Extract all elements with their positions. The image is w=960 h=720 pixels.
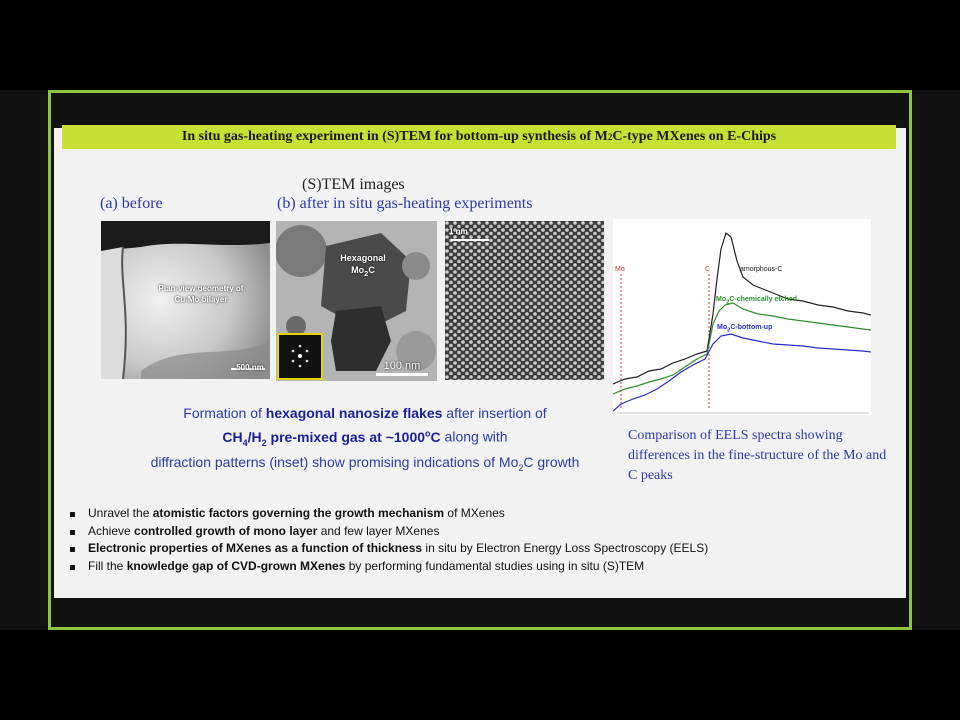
after-annotation-2: $Mo_2C$ <box>351 265 375 278</box>
bullet-marker <box>70 547 75 552</box>
slide-title-banner: In situ gas-heating experiment in (S)TEM for bottom-up synthesis of M 2 C-type MXenes on E-Chips <box>62 125 896 149</box>
bullet-marker <box>70 512 75 517</box>
hrtem-lattice-graphic <box>445 221 604 380</box>
label-before: (a) before <box>100 195 163 212</box>
stem-images-heading: (S)TEM images <box>302 176 405 193</box>
bottom-letterbox <box>0 630 960 720</box>
caption-line-3: diffraction patterns (inset) show promising indications of $Mo_2C$ growth <box>150 454 580 474</box>
eels-plot <box>613 219 871 415</box>
list-item: Electronic properties of MXenes as a function of thickness in situ by Electron Energy Loss Spectroscopy (EELS) <box>70 540 708 558</box>
figure-caption <box>120 403 610 478</box>
before-annotation-2: Cu-Mo bilayer <box>174 295 228 304</box>
bullet-marker <box>70 565 75 570</box>
mo-edge-label: Mo <box>615 266 625 273</box>
c-edge-label: C <box>705 266 711 273</box>
amorphous-c-label: amorphous-C <box>740 266 783 273</box>
tem-image-before <box>101 221 270 379</box>
list-item: Unravel the atomistic factors governing the growth mechanism of MXenes <box>70 505 708 523</box>
hrtem-scale-bar-label: 1 nm <box>449 227 468 236</box>
after-annotation-1: Hexagonal <box>340 253 386 263</box>
objectives-list <box>70 505 708 575</box>
tem-after-graphic <box>276 221 437 381</box>
caption-line-2: $CH_4/H_2$ pre-mixed gas at ~1000$^o$C along with <box>222 428 508 448</box>
bottom-up-series-label: $Mo_2C-bottom-up$ <box>717 324 773 334</box>
before-scale-bar-label: 500 nm <box>236 363 264 372</box>
etched-series-label: $Mo_2C$-chemically etched <box>716 296 798 306</box>
eels-spectra-chart <box>613 219 871 415</box>
tem-image-after <box>276 221 437 381</box>
list-item: Achieve controlled growth of mono layer and few layer MXenes <box>70 523 708 541</box>
before-annotation-1: Plan-view geometry of <box>158 284 244 293</box>
caption-line-1: Formation of hexagonal nanosize flakes after insertion of <box>183 405 547 421</box>
top-letterbox <box>0 0 960 90</box>
bullet-marker <box>70 530 75 535</box>
eels-caption: Comparison of EELS spectra showing differences in the fine-structure of the Mo and C peaks <box>628 428 887 483</box>
hrtem-lattice-image <box>445 221 604 380</box>
list-item: Fill the knowledge gap of CVD-grown MXenes by performing fundamental studies using in situ (S)TEM <box>70 558 708 576</box>
after-scale-bar-label: 100 nm <box>383 360 421 372</box>
label-after: (b) after in situ gas-heating experiments <box>277 195 533 212</box>
title-text: In situ gas-heating experiment in (S)TEM for bottom-up synthesis of M <box>181 129 608 144</box>
